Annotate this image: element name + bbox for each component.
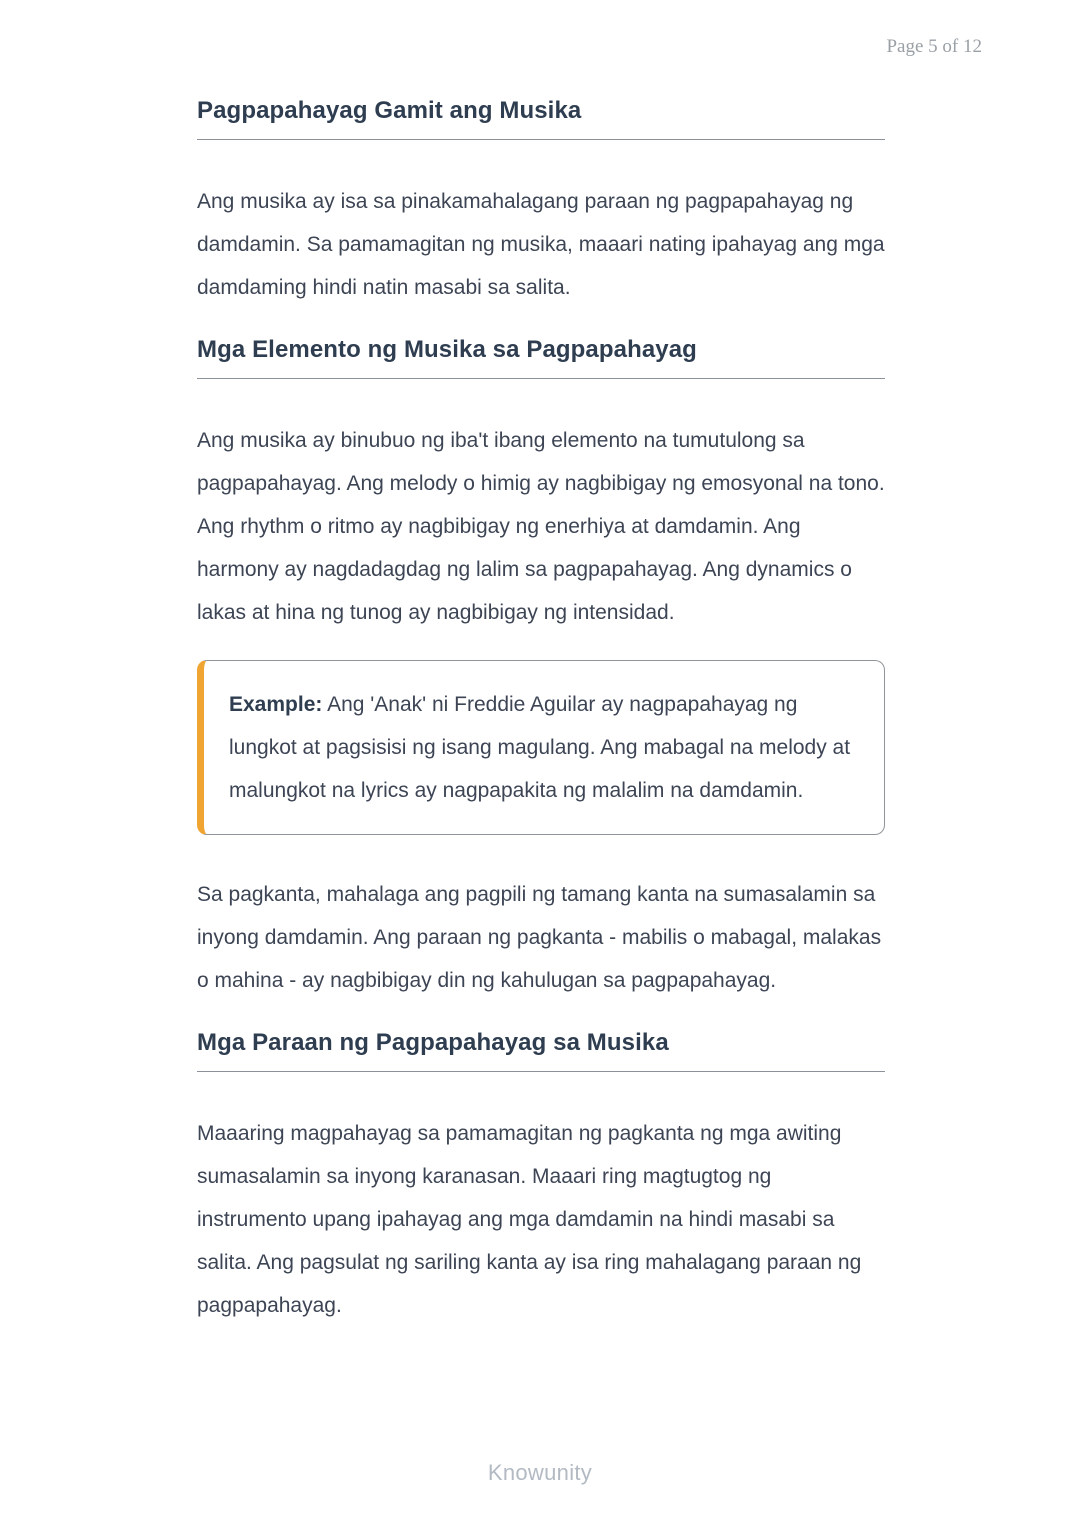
footer-brand: Knowunity <box>487 1460 593 1485</box>
paraan-paragraph-1: Maaaring magpahayag sa pamamagitan ng pagkanta ng mga awiting sumasalamin sa inyong karanasan. Maaari ring magtugtog ng instrumento upang ipahayag ang mga damdamin na hindi masabi sa salita. Ang pagsulat ng sariling kanta ay isa ring mahalagang paraan ng pagpapahayag. <box>197 1122 862 1317</box>
elemento-paragraph-1: Ang musika ay binubuo ng iba't ibang elemento na tumutulong sa pagpapahayag. Ang melody o himig ay nagbibigay ng emosyonal na tono. Ang rhythm o ritmo ay nagbibigay ng enerhiya at damdamin. Ang harmony ay nagdadagdag ng lalim sa pagpapahayag. Ang dynamics o lakas at hina ng tunog ay nagbibigay ng intensidad. <box>197 429 885 624</box>
example-callout <box>197 660 885 835</box>
page-number: Page 5 of 12 <box>886 36 982 57</box>
example-paragraph <box>229 683 856 812</box>
title-rule <box>197 139 885 140</box>
section-heading-elemento: Mga Elemento ng Musika sa Pagpapahayag <box>197 336 697 363</box>
example-text: Ang 'Anak' ni Freddie Aguilar ay nagpapahayag ng lungkot at pagsisisi ng isang magulang. Ang mabagal na melody at malungkot na lyrics ay nagpapakita ng malalim na damdamin. <box>229 693 851 802</box>
section-heading-paraan: Mga Paraan ng Pagpapahayag sa Musika <box>197 1029 669 1056</box>
section-rule-elemento <box>197 378 885 379</box>
section-rule-paraan <box>197 1071 885 1072</box>
document-title: Pagpapahayag Gamit ang Musika <box>197 97 582 124</box>
intro-paragraph: Ang musika ay isa sa pinakamahalagang paraan ng pagpapahayag ng damdamin. Sa pamamagitan ng musika, maaari nating ipahayag ang mga damdaming hindi natin masabi sa salita. <box>197 190 885 299</box>
elemento-paragraph-2: Sa pagkanta, mahalaga ang pagpili ng tamang kanta na sumasalamin sa inyong damdamin. Ang paraan ng pagkanta - mabilis o mabagal, malakas o mahina - ay nagbibigay din ng kahulugan sa pagpapahayag. <box>197 883 882 992</box>
example-label: Example: <box>229 693 323 716</box>
document-content <box>197 96 885 1353</box>
